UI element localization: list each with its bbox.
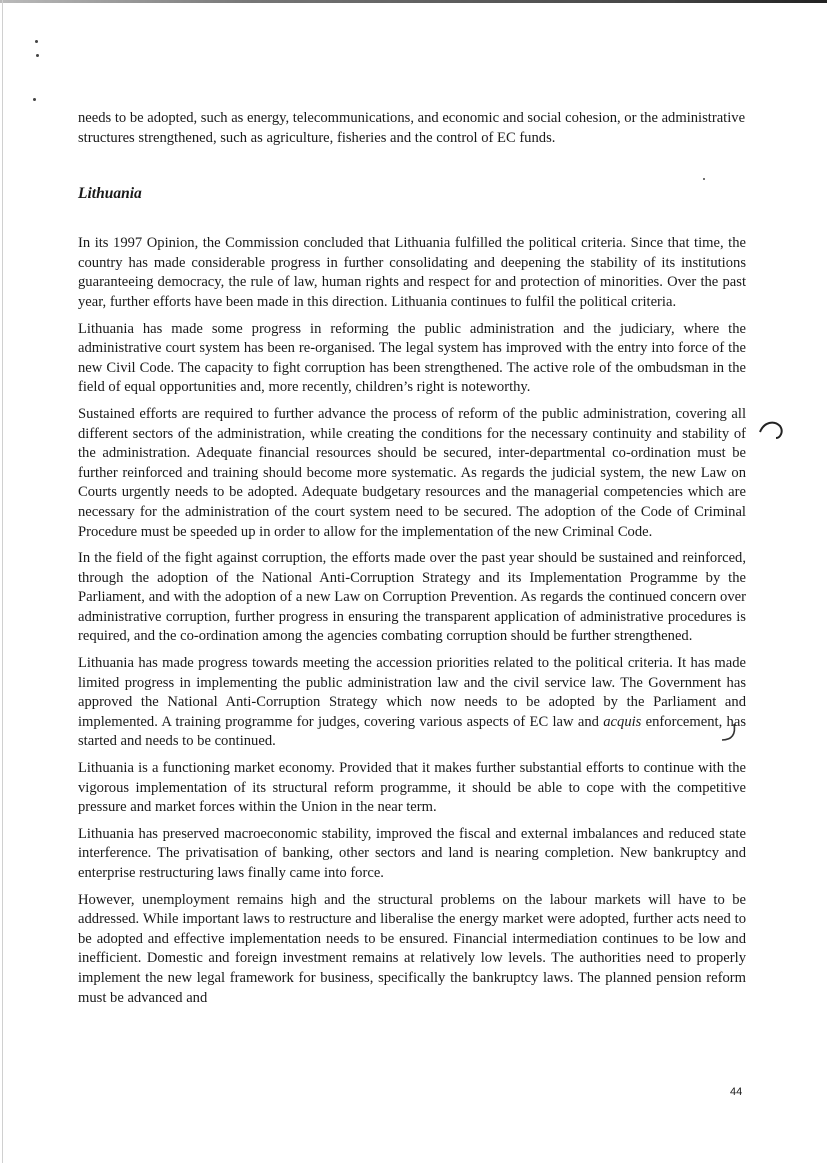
scan-speck [35, 40, 38, 43]
body-paragraph: In the field of the fight against corruption, the efforts made over the past year should be sustained and reinforced, through the adoption of the National Anti-Corruption Strategy and its Implementation Programme by the Parliament, and with the adoption of a new Law on Corruption Prevention. As regards the continued concern over administrative corruption, further progress in ensuring the transparent application of administrative procedures is required, and the co-ordination among the agencies combating corruption should be further strengthened. [78, 550, 746, 645]
scan-speck [36, 54, 39, 57]
body-paragraph: In its 1997 Opinion, the Commission concluded that Lithuania fulfilled the political criteria. Since that time, the country has made considerable progress in further consolidating and deepening the stability of its institutions guaranteeing democracy, the rule of law, human rights and respect for and protection of minorities. Over the past year, further efforts have been made in this direction. Lithuania continues to fulfil the political criteria. [78, 235, 746, 310]
body-paragraph: Lithuania has made some progress in reforming the public administration and the judiciary, where the administrative court system has been re-organised. The legal system has improved with the entry into force of the new Civil Code. The capacity to fight corruption has been strengthened. The active role of the ombudsman in the field of equal opportunities and, more recently, children’s right is noteworthy. [78, 320, 746, 396]
scan-left-edge [2, 0, 3, 1163]
body-paragraph: However, unemployment remains high and the structural problems on the labour markets will have to be addressed. While important laws to restructure and liberalise the energy market were adopted, further acts need to be adopted and effective implementation needs to be ensured. Financial intermediation continues to be low and inefficient. Domestic and foreign investment remains at relatively low levels. The authorities need to properly implement the new legal framework for business, specifically the bankruptcy laws. The planned pension reform must be advanced and [78, 891, 746, 1006]
section-heading: Lithuania [78, 185, 142, 203]
intro-paragraph: needs to be adopted, such as energy, telecommunications, and economic and social cohesion, or the administrative structures strengthened, such as agriculture, fisheries and the control of EC funds. [78, 110, 746, 146]
document-page [78, 109, 746, 1015]
accession-text-after: enforcement, has started and needs to be continued. [78, 713, 746, 750]
accession-paragraph [78, 654, 746, 752]
body-paragraph: Sustained efforts are required to further advance the process of reform of the public administration, covering all different sectors of the administration, while creating the conditions for the necessary continuity and stability of the administration. Adequate financial resources should be secured, inter-departmental co-ordination must be further reinforced and training should become more systematic. As regards the judicial system, the new Law on Courts urgently needs to be adopted. Adequate budgetary resources and the managerial competencies which are necessary for the administration of the court system need to be secured. The adoption of the Code of Criminal Procedure must be speeded up in order to allow for the implementation of the new Criminal Code. [78, 405, 746, 540]
scan-speck [33, 98, 36, 101]
body-paragraph: Lithuania is a functioning market economy. Provided that it makes further substantial efforts to continue with the vigorous implementation of its structural reform programme, it should be able to cope with the competitive pressure and market forces within the Union in the near term. [78, 760, 746, 816]
acquis-term: acquis [603, 713, 642, 730]
accession-text-before: Lithuania has made progress towards meeting the accession priorities related to the political criteria. It has made limited progress in implementing the public administration law and the civil service law. The Government has approved the National Anti-Corruption Strategy which now needs to be adopted by the Parliament and implemented. A training programme for judges, covering various aspects of EC law and [78, 655, 746, 730]
margin-handwritten-mark [758, 418, 788, 440]
body-paragraph: Lithuania has preserved macroeconomic stability, improved the fiscal and external imbalances and reduced state interference. The privatisation of banking, other sectors and land is nearing completion. New bankruptcy and enterprise restructuring laws finally came into force. [78, 825, 746, 881]
scan-top-edge [0, 0, 827, 3]
page-number: 44 [730, 1086, 743, 1098]
